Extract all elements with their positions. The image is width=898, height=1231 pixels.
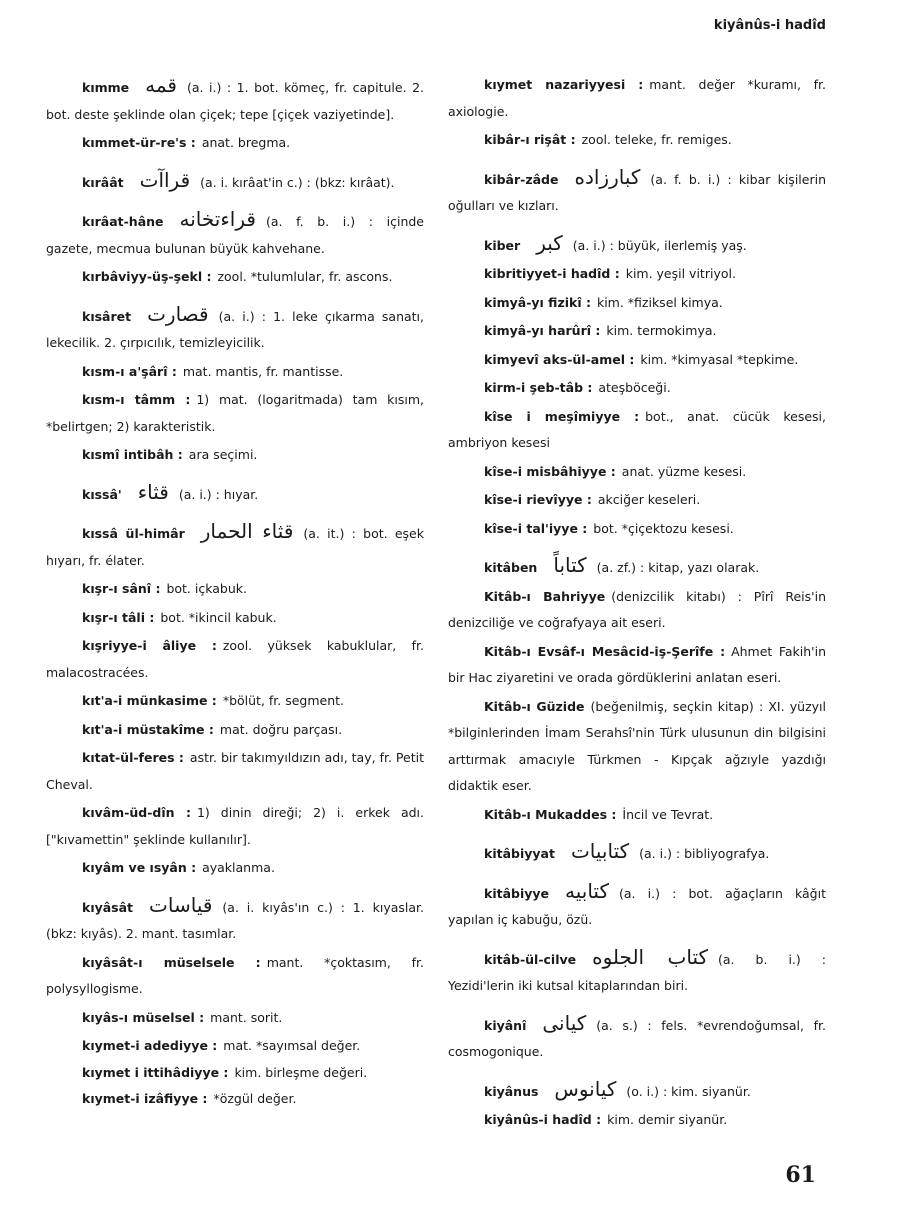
entry-headword: kitâb-ül-cilve (484, 951, 577, 967)
entry-ottoman-script: قراآت (139, 167, 191, 192)
entry-definition: (a. i.) : hıyar. (178, 486, 259, 502)
entry-definition: (o. i.) : kim. siyanür. (626, 1083, 751, 1099)
entry-definition: mant. *çoktasım, fr. polysyllogisme. (46, 954, 425, 996)
entry-ottoman-script: كتاب الجلوه (592, 944, 708, 969)
entry-headword: kıymet-i izâfiyye : (82, 1091, 208, 1106)
dictionary-entry (46, 359, 424, 386)
dictionary-entry (46, 892, 424, 948)
entry-definition: bot., anat. cücük kesesi, ambriyon kesesi (448, 408, 826, 450)
entry-ottoman-script: كتابيه (565, 878, 609, 903)
dictionary-entry (448, 1107, 826, 1134)
dictionary-entry (448, 944, 826, 1000)
entry-definition: (a. zf.) : kitap, yazı olarak. (596, 560, 760, 575)
entry-definition: ara seçimi. (188, 447, 258, 462)
entry-headword: kıyâm ve ısyân : (82, 860, 197, 875)
entry-ottoman-script: قثاء (137, 479, 169, 504)
entry-headword: kibritiyyet-i hadîd : (484, 266, 620, 281)
dictionary-entry (46, 130, 424, 157)
dictionary-entry (46, 688, 424, 715)
dictionary-entry (46, 479, 424, 509)
entry-headword: kîse i meşîmiyye : (484, 408, 640, 424)
entry-headword: Kitâb-ı Evsâf-ı Mesâcid-iş-Şerîfe : (484, 643, 726, 659)
dictionary-entry (46, 387, 424, 440)
entry-headword: kışr-ı tâli : (82, 609, 155, 625)
dictionary-entry (46, 206, 424, 262)
entry-definition: (a. i.) : 1. leke çıkarma sanatı, lekecilik. 2. çırpıcılık, temizleyicilik. (46, 308, 424, 350)
entry-definition: kim. *kimyasal *tepkime. (640, 351, 799, 367)
entry-headword: kîse-i tal'iyye : (484, 520, 588, 536)
dictionary-entry (46, 950, 424, 1003)
entry-headword: kısmî intibâh : (82, 447, 183, 462)
entry-headword: kıt'a-i münkasime : (82, 693, 217, 708)
entry-headword: kibâr-ı rişât : (484, 132, 576, 147)
entry-headword: kıymet nazariyyesi : (484, 77, 644, 92)
entry-headword: kışriyye-i âliye : (82, 638, 217, 653)
entry-headword: kiber (484, 237, 521, 253)
entry-definition: kim. yeşil vitriyol. (625, 266, 736, 281)
entry-definition: mat. *sayımsal değer. (223, 1038, 361, 1053)
entry-headword: kiyânus (484, 1083, 539, 1099)
dictionary-entry (46, 633, 424, 686)
entry-headword: kıyâsât (82, 899, 134, 915)
entry-definition: (a. f. b. i.) : kibar kişilerin oğulları ve kızları. (448, 171, 826, 213)
entry-headword: kıssâ ül-himâr (82, 526, 185, 541)
entry-headword: kibâr-zâde (484, 171, 559, 187)
entry-headword: kirm-i şeb-tâb : (484, 380, 593, 395)
dictionary-entry (46, 264, 424, 291)
entry-definition: (a. i.) : bibliyografya. (639, 846, 770, 861)
entry-definition: bot. *ikincil kabuk. (160, 609, 277, 625)
dictionary-entry (46, 1086, 424, 1113)
dictionary-entry (448, 838, 826, 868)
entry-headword: kitâbiyye (484, 885, 550, 901)
entry-headword: kıyâs-ı müselsel : (82, 1009, 205, 1025)
dictionary-entry (448, 347, 826, 374)
entry-headword: kısâret (82, 308, 132, 324)
dictionary-entry (448, 375, 826, 402)
entry-ottoman-script: كبر (536, 230, 563, 255)
entry-definition: (a. i.) : büyük, ilerlemiş yaş. (572, 237, 747, 253)
dictionary-entry (46, 301, 424, 357)
entry-ottoman-script: قصارت (147, 301, 209, 326)
entry-headword: kimyâ-yı fizikî : (484, 294, 591, 310)
dictionary-entry (46, 800, 424, 853)
entry-headword: Kitâb-ı Güzide (484, 698, 585, 714)
entry-headword: kıymet i ittihâdiyye : (82, 1064, 229, 1080)
entry-headword: kimyevî aks-ül-amel : (484, 351, 635, 367)
entry-definition: mat. mantis, fr. mantisse. (182, 363, 344, 379)
entry-headword: kitâben (484, 560, 538, 575)
running-head: kiyânûs-i hadîd (713, 18, 826, 33)
entry-headword: kısm-ı a'şârî : (82, 363, 177, 379)
entry-headword: kıt'a-i müstakîme : (82, 721, 214, 737)
entry-ottoman-script: قمه (145, 73, 177, 97)
dictionary-entry (448, 290, 826, 317)
dictionary-entry (448, 584, 826, 637)
entry-headword: kîse-i rievîyye : (484, 492, 592, 507)
entry-headword: kırbâviyy-üş-şekl : (82, 269, 212, 284)
entry-definition: ateşböceği. (598, 380, 671, 395)
dictionary-entry (46, 1005, 424, 1032)
dictionary-entry (448, 127, 826, 154)
dictionary-entry (46, 72, 424, 128)
dictionary-entry (448, 318, 826, 345)
entry-definition: (a. f. b. i.) : içinde gazete, mecmua bulunan büyük kahvehane. (46, 214, 424, 256)
entry-definition: (a. i.) : 1. bot. kömeç, fr. capitule. 2. bot. deste şeklinde olan çiçek; tepe [çiçek vaziyetinde]. (46, 80, 424, 122)
entry-headword: kiyânî (484, 1017, 527, 1033)
entry-headword: kırâat-hâne (82, 214, 164, 229)
dictionary-entry (448, 1076, 826, 1106)
entry-definition: bot. *çiçektozu kesesi. (593, 520, 734, 536)
right-column (448, 72, 826, 1136)
dictionary-entry (46, 1033, 424, 1060)
entry-definition: mant. sorit. (210, 1009, 283, 1025)
entry-definition: kim. demir siyanür. (607, 1112, 728, 1127)
entry-definition: (a. s.) : fels. *evrendoğumsal, fr. cosmogonique. (448, 1017, 826, 1059)
entry-definition: ayaklanma. (202, 860, 275, 875)
entry-definition: kim. birleşme değeri. (234, 1064, 368, 1080)
dictionary-entry (46, 605, 424, 632)
dictionary-entry (448, 878, 826, 934)
entry-headword: kırâât (82, 174, 124, 190)
entry-ottoman-script: كتابيات (570, 839, 630, 863)
dictionary-entry (448, 230, 826, 260)
dictionary-entry (448, 261, 826, 288)
entry-headword: kıtat-ül-feres : (82, 750, 184, 765)
entry-ottoman-script: قراءتخانه (179, 207, 256, 231)
dictionary-entry (448, 694, 826, 800)
entry-definition: İncil ve Tevrat. (622, 806, 714, 822)
entry-definition: (denizcilik kitabı) : Pîrî Reis'in denizciliğe ve coğrafyaya ait eseri. (448, 588, 826, 630)
entry-definition: zool. teleke, fr. remiges. (581, 132, 732, 147)
dictionary-entry (46, 1060, 424, 1087)
dictionary-entry (448, 1010, 826, 1066)
left-column (46, 72, 424, 1113)
entry-headword: kıvâm-üd-dîn : (82, 805, 191, 820)
dictionary-entry (448, 639, 826, 692)
entry-ottoman-script: قثاء الحمار (200, 519, 294, 543)
entry-definition: 1) mat. (logaritmada) tam kısım, *belirtgen; 2) karakteristik. (46, 392, 424, 434)
entry-headword: kitâbiyyat (484, 846, 555, 861)
entry-ottoman-script: كبارزاده (574, 164, 641, 189)
dictionary-entry (448, 516, 826, 543)
entry-definition: akciğer keseleri. (597, 492, 701, 507)
dictionary-entry (448, 164, 826, 220)
entry-definition: anat. bregma. (201, 135, 291, 150)
dictionary-entry (46, 717, 424, 744)
dictionary-entry (46, 745, 424, 798)
entry-headword: kışr-ı sânî : (82, 581, 161, 596)
dictionary-entry (46, 518, 424, 574)
entry-definition: (a. b. i.) : Yezidi'lerin iki kutsal kitaplarından biri. (448, 951, 827, 993)
entry-definition: anat. yüzme kesesi. (621, 463, 747, 479)
entry-definition: Ahmet Fakih'in bir Hac ziyaretini ve orada gördüklerini anlatan eseri. (448, 643, 826, 685)
entry-definition: bot. içkabuk. (166, 581, 247, 596)
page-number: 61 (785, 1162, 816, 1188)
entry-definition: mant. değer *kuramı, fr. axiologie. (448, 77, 826, 119)
entry-headword: kıyâsât-ı müselsele : (82, 954, 261, 970)
dictionary-entry (448, 802, 826, 829)
entry-ottoman-script: كيانوس (554, 1076, 617, 1101)
entry-headword: kîse-i misbâhiyye : (484, 463, 616, 479)
entry-headword: kısm-ı tâmm : (82, 392, 191, 407)
entry-definition: zool. *tulumlular, fr. ascons. (217, 269, 393, 284)
entry-headword: kıssâ' (82, 486, 122, 502)
entry-definition: (a. i. kıyâs'ın c.) : 1. kıyaslar. (bkz: kıyâs). 2. mant. tasımlar. (46, 899, 424, 941)
entry-definition: 1) dinin direği; 2) i. erkek adı. ["kıvamettin" şeklinde kullanılır]. (46, 805, 424, 847)
entry-definition: mat. doğru parçası. (219, 721, 343, 737)
dictionary-entry (46, 576, 424, 603)
entry-ottoman-script: كتاباً (553, 553, 587, 577)
entry-headword: kimyâ-yı harûrî : (484, 323, 601, 338)
entry-headword: Kitâb-ı Mukaddes : (484, 806, 617, 822)
entry-definition: zool. yüksek kabuklular, fr. malacostracées. (46, 638, 424, 680)
dictionary-entry (448, 72, 826, 125)
dictionary-entry (448, 404, 826, 457)
entry-definition: (a. i.) : bot. ağaçların kâğıt yapılan iç kabuğu, özü. (448, 885, 826, 927)
entry-headword: Kitâb-ı Bahriyye (484, 588, 606, 604)
entry-ottoman-script: كيانى (542, 1010, 587, 1035)
dictionary-entry (46, 167, 424, 197)
entry-headword: kımme (82, 80, 130, 95)
entry-definition: *bölüt, fr. segment. (222, 693, 345, 708)
entry-definition: kim. termokimya. (606, 323, 717, 338)
entry-headword: kiyânûs-i hadîd : (484, 1112, 602, 1127)
entry-ottoman-script: قياسات (149, 892, 213, 917)
dictionary-entry (46, 442, 424, 469)
entry-headword: kımmet-ür-re's : (82, 135, 196, 150)
dictionary-entry (448, 487, 826, 514)
entry-definition: (a. i. kırâat'in c.) : (bkz: kırâat). (200, 174, 395, 190)
entry-definition: kim. *fiziksel kimya. (596, 294, 723, 310)
dictionary-entry (448, 552, 826, 582)
dictionary-entry (448, 459, 826, 486)
entry-definition: (beğenilmiş, seçkin kitap) : XI. yüzyıl *bilginlerinden İmam Serahsî'nin Türk ulusunun din bilgisini arttırmak amacıyle Türkmen - Kıpçak ağzıyle yazdığı didaktik eser. (448, 698, 826, 793)
entry-definition: (a. it.) : bot. eşek hıyarı, fr. élater. (46, 526, 424, 568)
entry-headword: kıymet-i adediyye : (82, 1038, 218, 1053)
dictionary-entry (46, 855, 424, 882)
entry-definition: astr. bir takımyıldızın adı, tay, fr. Petit Cheval. (46, 750, 424, 792)
entry-definition: *özgül değer. (213, 1091, 297, 1106)
